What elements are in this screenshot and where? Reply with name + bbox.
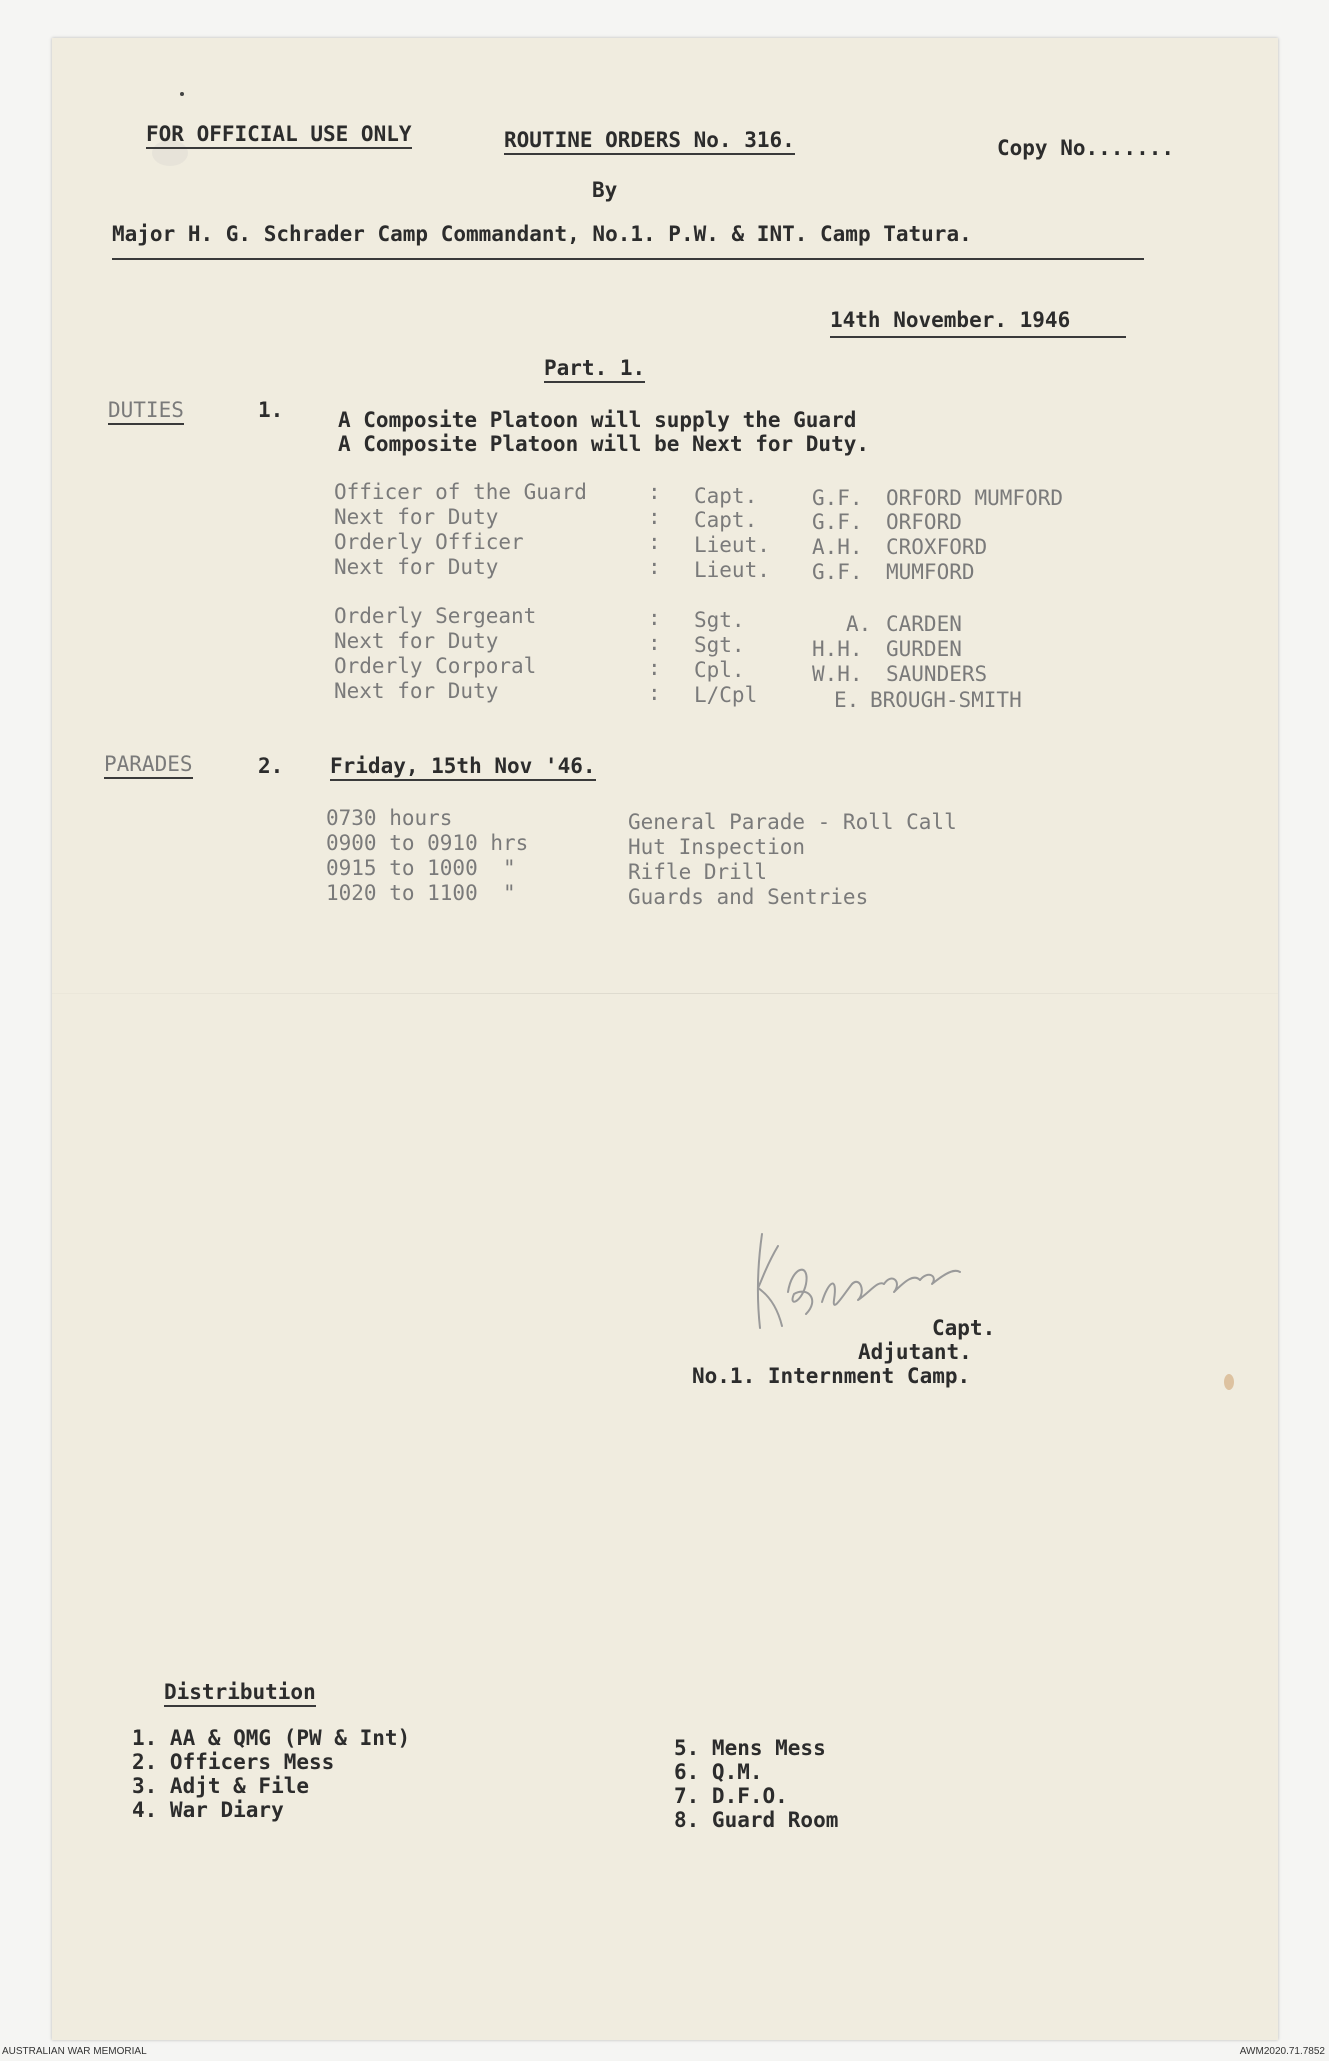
duties-label: DUTIES — [108, 398, 184, 425]
roster-name: CARDEN — [886, 612, 962, 636]
roster-name: BROUGH-SMITH — [870, 688, 1022, 712]
roster-colon: : — [648, 555, 661, 579]
parades-label: PARADES — [104, 752, 193, 779]
roster-initials: E. — [834, 688, 860, 712]
roster-initials: W.H. — [812, 662, 863, 686]
roster-initials: A.H. — [812, 535, 863, 559]
duties-line-1: A Composite Platoon will supply the Guard — [338, 408, 857, 432]
by-label: By — [592, 178, 618, 202]
roster-colon: : — [648, 480, 661, 504]
distribution-item: 2. Officers Mess — [132, 1750, 335, 1774]
roster-colon: : — [648, 631, 661, 655]
paper-stain — [1224, 1374, 1234, 1390]
schedule-time: 0915 to 1000 " — [326, 856, 516, 880]
signature-rank: Capt. — [932, 1316, 996, 1340]
roster-initials: G.F. — [812, 510, 863, 534]
schedule-event: General Parade - Roll Call — [628, 810, 957, 834]
roster-rank: Sgt. — [694, 608, 745, 632]
roster-role: Officer of the Guard — [334, 480, 587, 504]
parades-number: 2. — [258, 754, 284, 778]
roster-name: ORFORD — [886, 510, 962, 534]
distribution-item: 4. War Diary — [132, 1798, 284, 1822]
order-date: 14th November. 1946 — [830, 308, 1071, 332]
roster-colon: : — [648, 530, 661, 554]
roster-rank: Lieut. — [694, 558, 770, 582]
signature-unit: No.1. Internment Camp. — [692, 1364, 971, 1388]
roster-name: SAUNDERS — [886, 662, 988, 686]
distribution-item: 6. Q.M. — [674, 1760, 763, 1784]
footer-accession: AWM2020.71.7852 — [1239, 2046, 1325, 2057]
schedule-event: Rifle Drill — [628, 860, 768, 884]
copy-number: Copy No....... — [997, 136, 1175, 160]
roster-name: MUMFORD — [886, 560, 975, 584]
routine-orders-heading: ROUTINE ORDERS No. 316. — [504, 128, 795, 155]
distribution-title: Distribution — [164, 1680, 316, 1707]
schedule-time: 0730 hours — [326, 806, 453, 830]
roster-colon: : — [648, 656, 661, 680]
schedule-event: Guards and Sentries — [628, 885, 869, 909]
roster-rank: Capt. — [694, 508, 758, 532]
roster-role: Next for Duty — [334, 679, 499, 703]
distribution-item: 5. Mens Mess — [674, 1736, 826, 1760]
commandant-line: Major H. G. Schrader Camp Commandant, No.1. P.W. & INT. Camp Tatura. — [112, 222, 972, 246]
distribution-item: 7. D.F.O. — [674, 1784, 788, 1808]
roster-initials: G.F. — [812, 560, 863, 584]
roster-rank: Sgt. — [694, 633, 745, 657]
paper-fold — [52, 993, 1278, 994]
roster-rank: L/Cpl — [694, 683, 758, 707]
roster-rank: Capt. — [694, 484, 758, 508]
roster-name: GURDEN — [886, 637, 962, 661]
roster-colon: : — [648, 606, 661, 630]
footer-credit: AUSTRALIAN WAR MEMORIAL — [2, 2046, 147, 2057]
roster-initials: G.F. — [812, 486, 863, 510]
roster-role: Orderly Sergeant — [334, 604, 537, 628]
roster-initials: H.H. — [812, 637, 863, 661]
distribution-item: 3. Adjt & File — [132, 1774, 310, 1798]
roster-rank: Lieut. — [694, 533, 770, 557]
distribution-item: 1. AA & QMG (PW & Int) — [132, 1726, 411, 1750]
commandant-underline — [112, 258, 1144, 260]
schedule-time: 0900 to 0910 hrs — [326, 831, 529, 855]
part-heading: Part. 1. — [544, 356, 645, 383]
roster-initials: A. — [846, 612, 872, 636]
schedule-event: Hut Inspection — [628, 835, 806, 859]
roster-role: Next for Duty — [334, 555, 499, 579]
roster-colon: : — [648, 681, 661, 705]
roster-colon: : — [648, 505, 661, 529]
ink-dot — [180, 92, 184, 96]
official-use-heading: FOR OFFICIAL USE ONLY — [146, 122, 412, 149]
schedule-time: 1020 to 1100 " — [326, 881, 516, 905]
duties-number: 1. — [258, 398, 284, 422]
duties-line-2: A Composite Platoon will be Next for Duty. — [338, 432, 870, 456]
roster-name: ORFORD MUMFORD — [886, 486, 1064, 510]
roster-role: Orderly Corporal — [334, 654, 537, 678]
date-underline — [830, 336, 1126, 338]
signature-title: Adjutant. — [858, 1340, 972, 1364]
roster-role: Next for Duty — [334, 629, 499, 653]
roster-role: Next for Duty — [334, 505, 499, 529]
parade-day: Friday, 15th Nov '46. — [330, 754, 596, 781]
roster-name: CROXFORD — [886, 535, 988, 559]
distribution-item: 8. Guard Room — [674, 1808, 839, 1832]
roster-rank: Cpl. — [694, 658, 745, 682]
roster-role: Orderly Officer — [334, 530, 524, 554]
